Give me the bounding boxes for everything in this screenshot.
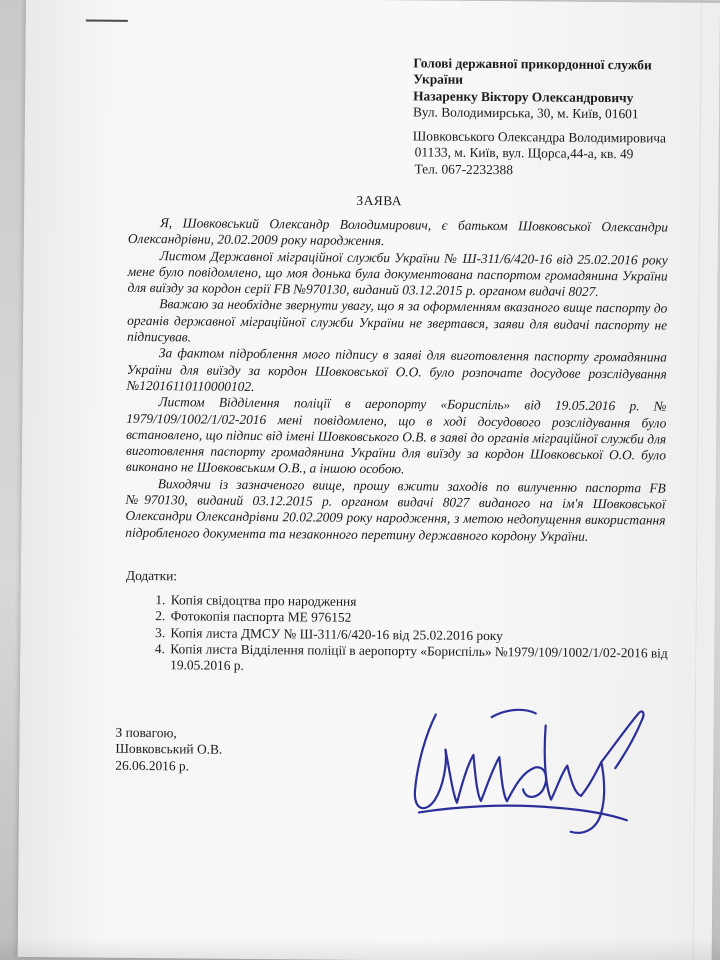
addenda-item: 4. Копія листа Відділення поліції в аеропорту «Бориспіль» №1979/109/1002/1/02-2016 від 19.05.2016 р.: [168, 641, 688, 678]
paragraph: Виходячи із зазначеного вище, прошу вжити заходів по вилученню паспорта FB №970130, виданий 03.12.2015 р. органом видачі 8027 виданого на ім'я Шовковської Олександри Олександрівни 20.02.2009 року народження, з метою недопущення використання підробленого документа та незаконного перетину державного кордону України.: [125, 475, 666, 544]
paragraph: Листом Державної міграційної служби України № Ш-311/6/420-16 від 25.02.2016 року мене було повідомлено, що моя донька була документована паспортом громадянина України для виїзду за кордон серії FB №970130, виданий 03.12.2015 р. органом видачі 8027.: [127, 247, 668, 300]
sender-line-3: Тел. 067-2232388: [414, 160, 513, 177]
closing-block: [115, 725, 222, 775]
closing-regards: З повагою,: [115, 724, 177, 741]
sender-line-2: 01133, м. Київ, вул. Щорса,44-а, кв. 49: [414, 144, 634, 162]
document-sheet: [18, 0, 720, 960]
addenda-list: [144, 592, 689, 678]
recipient-line-3: Назаренку Віктору Олександровичу: [413, 87, 634, 105]
paragraph: Вважаю за необхідне звернути увагу, що я за оформленням вказаного вище паспорту до органів державної міграційної служби України не звертався, заяви для видачі паспорту не підписував.: [126, 296, 668, 345]
recipient-line-4: Вул. Володимирська, 30, м. Київ, 01601: [412, 104, 639, 122]
document-title: ЗАЯВА: [356, 192, 403, 209]
staple-mark: [86, 19, 128, 21]
handwritten-signature: [395, 694, 656, 846]
sender-block: [412, 128, 712, 180]
paragraph: За фактом підроблення мого підпису в заяві для виготовлення паспорту громадянина України для виїзду за кордон Шовковської О.О. було розпочате досудове розслідування №12016110110000102.: [126, 345, 667, 394]
recipient-line-1: Голові державної прикордонної служби: [413, 55, 652, 73]
addenda-label: Додатки:: [125, 567, 178, 584]
addenda-item: 2. Фотокопія паспорта МЕ 976152: [169, 609, 689, 630]
letter-body: [96, 0, 696, 774]
addenda-item: 1. Копія свідоцтва про народження: [169, 592, 689, 613]
paragraph: Я, Шовковський Олександр Володимирович, є батьком Шовковської Олександри Олександрівни, 20.02.2009 року народження.: [127, 215, 669, 249]
closing-date: 26.06.2016 р.: [115, 757, 190, 774]
closing-name: Шовковський О.В.: [115, 741, 223, 758]
sender-line-1: Шовковського Олександра Володимировича: [412, 128, 667, 146]
addenda-item: 3. Копія листа ДМСУ № Ш-311/6/420-16 від 25.02.2016 року: [168, 625, 688, 646]
recipient-block: [413, 55, 714, 123]
recipient-line-2: України: [413, 71, 464, 88]
paragraph: Листом Відділення поліції в аеропорту «Бориспіль» від 19.05.2016 р. № 1979/109/1002/1/02-2016 мені повідомлено, що в ході досудового розслідування було встановлено, що підпис від імені Шовковського О.В. в заяві до органів міграційної служби для виготовлення паспорту громадянина України для виїзду за кордон Шовковської О.О. було виконано не Шовковським О.В., а іншою особою.: [125, 394, 667, 477]
photo-bottom-edge: [0, 938, 720, 960]
statement-body: [125, 215, 668, 546]
